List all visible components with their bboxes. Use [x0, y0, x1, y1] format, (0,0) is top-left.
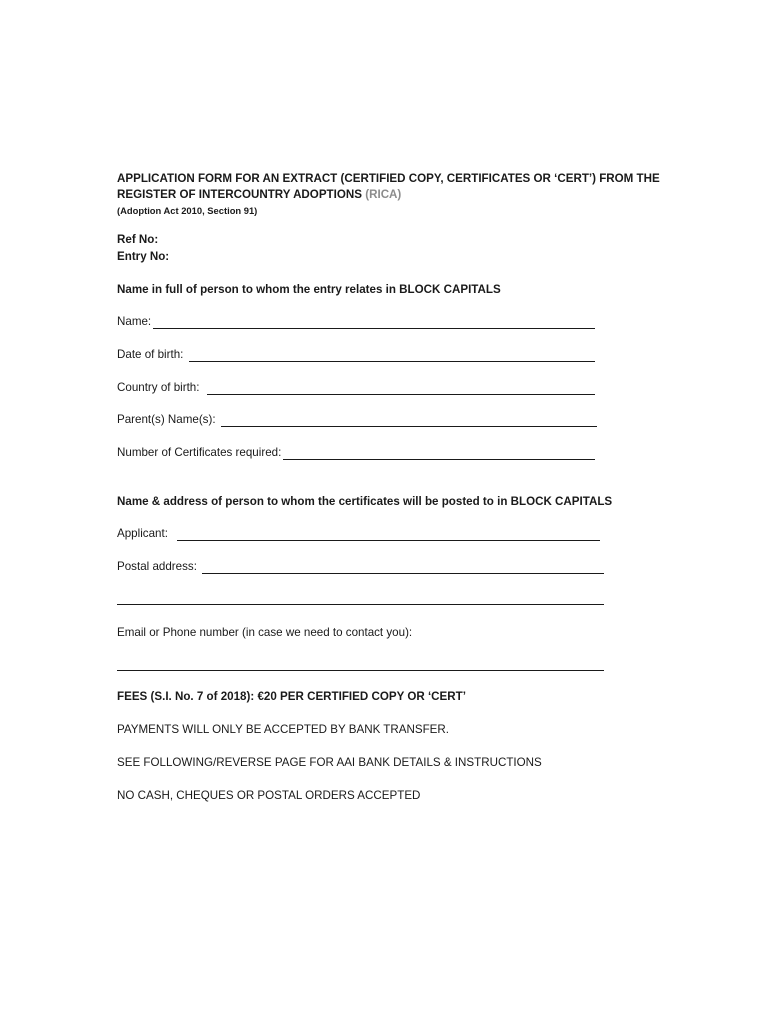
contact-label: Email or Phone number (in case we need to contact you): [117, 626, 413, 639]
form-title-register: REGISTER OF INTERCOUNTRY ADOPTIONS [117, 188, 362, 201]
dob-input-line[interactable] [189, 350, 595, 362]
fees-line-no-cash: NO CASH, CHEQUES OR POSTAL ORDERS ACCEPTED [117, 789, 421, 802]
person-section-heading: Name in full of person to whom the entry relates in BLOCK CAPITALS [117, 283, 501, 296]
certs-field[interactable] [117, 446, 595, 460]
applicant-field[interactable] [117, 527, 600, 541]
country-label: Country of birth: [117, 381, 200, 394]
postal-label: Postal address: [117, 560, 197, 573]
ref-no-label: Ref No: [117, 233, 159, 246]
contact-field[interactable] [117, 659, 604, 673]
dob-label: Date of birth: [117, 348, 184, 361]
certs-label: Number of Certificates required: [117, 446, 282, 459]
contact-input-line[interactable] [117, 659, 604, 671]
parents-input-line[interactable] [221, 415, 597, 427]
certs-input-line[interactable] [283, 448, 595, 460]
name-label: Name: [117, 315, 152, 328]
form-subtitle: (Adoption Act 2010, Section 91) [117, 205, 258, 216]
fees-line-bank-transfer: PAYMENTS WILL ONLY BE ACCEPTED BY BANK TRANSFER. [117, 723, 450, 736]
entry-no-label: Entry No: [117, 250, 170, 263]
postal-input-line[interactable] [202, 562, 604, 574]
postal-extra-field[interactable] [117, 593, 604, 607]
postal-extra-input-line[interactable] [117, 593, 604, 605]
country-input-line[interactable] [207, 383, 595, 395]
form-title-line1: APPLICATION FORM FOR AN EXTRACT (CERTIFIED COPY, CERTIFICATES OR ‘CERT’) FROM THE [117, 172, 660, 185]
name-field[interactable] [117, 315, 595, 329]
parents-label: Parent(s) Name(s): [117, 413, 216, 426]
country-field[interactable] [117, 381, 595, 395]
applicant-input-line[interactable] [177, 529, 600, 541]
parents-field[interactable] [117, 413, 597, 427]
form-title-rica: (RICA) [365, 188, 402, 201]
postal-field[interactable] [117, 560, 604, 574]
form-title-line2 [117, 188, 401, 202]
address-section-heading: Name & address of person to whom the certificates will be posted to in BLOCK CAPITALS [117, 495, 613, 508]
name-input-line[interactable] [153, 317, 595, 329]
fees-heading: FEES (S.I. No. 7 of 2018): €20 PER CERTIFIED COPY OR ‘CERT’ [117, 690, 466, 703]
applicant-label: Applicant: [117, 527, 168, 540]
dob-field[interactable] [117, 348, 595, 362]
fees-line-bank-details: SEE FOLLOWING/REVERSE PAGE FOR AAI BANK DETAILS & INSTRUCTIONS [117, 756, 542, 769]
